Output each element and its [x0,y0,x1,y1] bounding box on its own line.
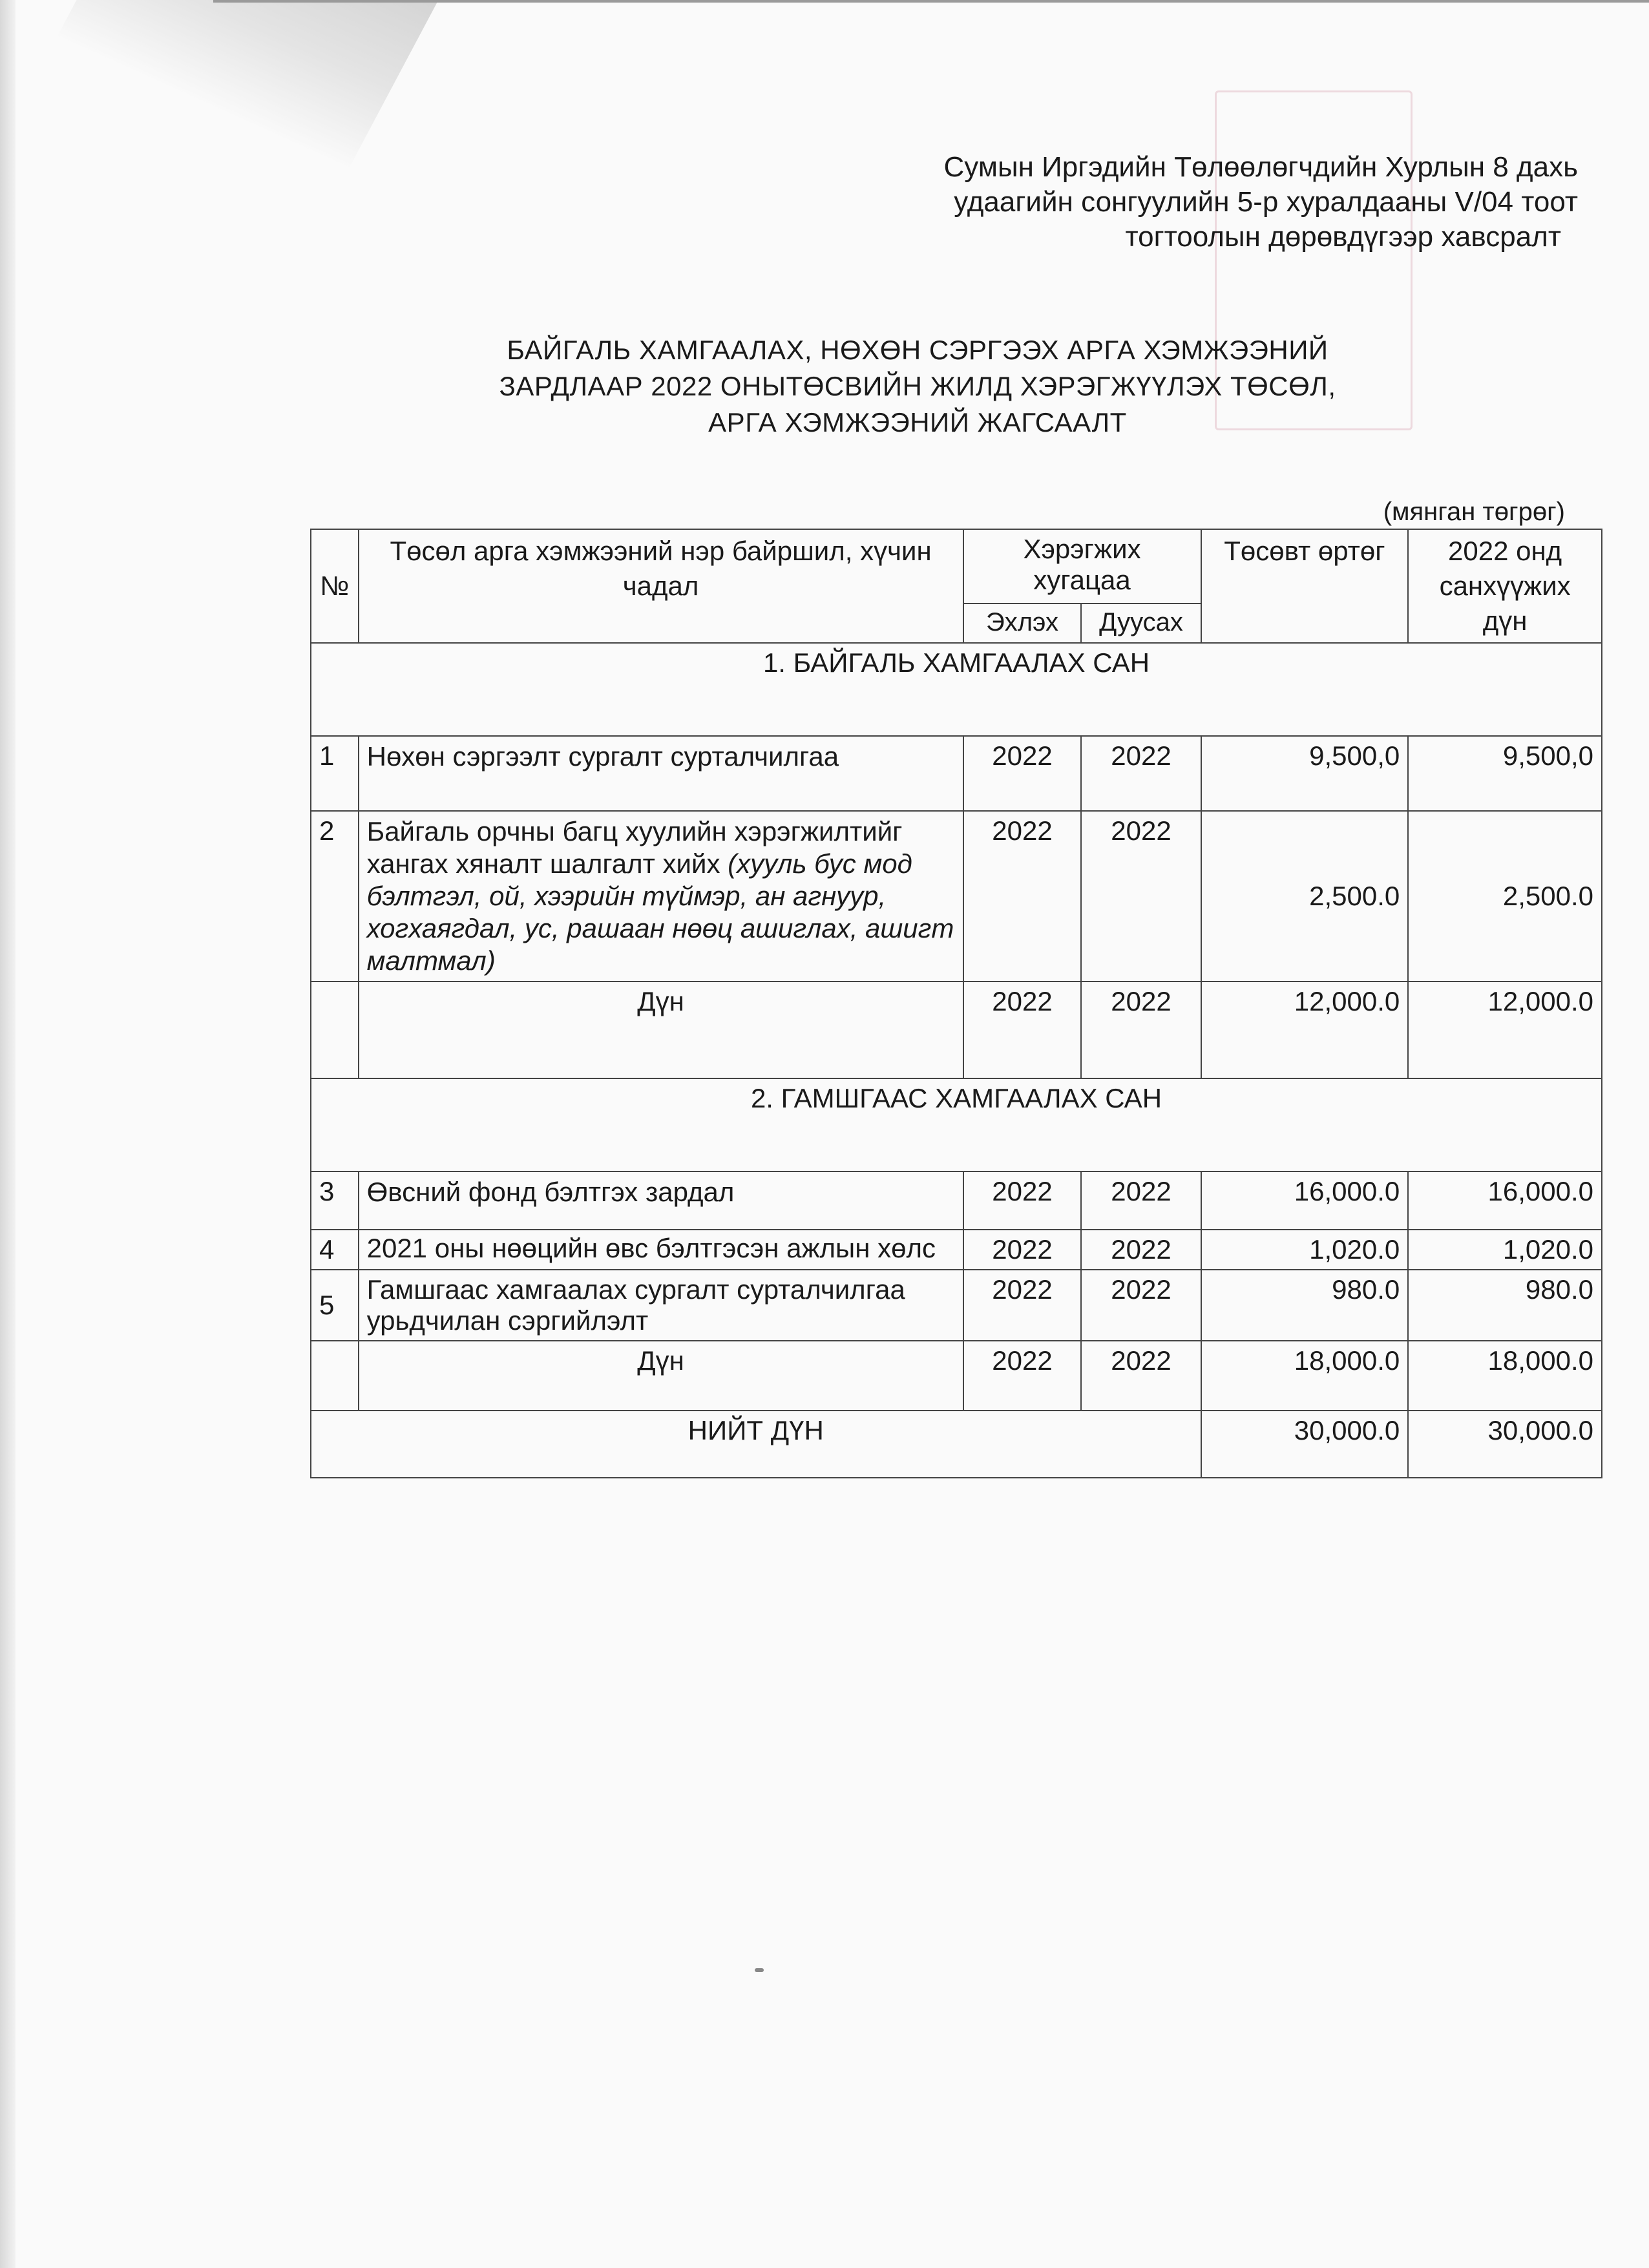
row-no: 4 [311,1230,359,1270]
header-end: Дуусах [1081,604,1201,643]
table-row [311,1171,1602,1230]
document-title-line-1: БАЙГАЛЬ ХАМГААЛАХ, НӨХӨН СЭРГЭЭХ АРГА ХЭМЖЭЭНИЙ [507,335,1329,365]
header-row [311,529,1602,604]
section-title: 2. ГАМШГААС ХАМГААЛАХ САН [311,1078,1602,1171]
appendix-note [803,150,1578,255]
total-label: НИЙТ ДҮН [311,1411,1201,1478]
subtotal-fund: 18,000.0 [1408,1341,1602,1411]
scan-speck [755,1968,764,1972]
row-cost: 16,000.0 [1201,1171,1409,1230]
appendix-note-line-1: Сумын Иргэдийн Төлөөлөгчдийн Хурлын 8 дахь [943,151,1578,183]
row-end: 2022 [1081,1270,1201,1341]
document-title-line-2: ЗАРДЛААР 2022 ОНЫТӨСВИЙН ЖИЛД ХЭРЭГЖҮҮЛЭХ ТӨСӨЛ, [499,371,1336,401]
row-fund: 980.0 [1408,1270,1602,1341]
row-no: 3 [311,1171,359,1230]
folded-corner-shadow [0,0,452,168]
subtotal-row [311,982,1602,1078]
subtotal-end: 2022 [1081,982,1201,1078]
section-row [311,1078,1602,1171]
row-cost: 9,500,0 [1201,736,1409,811]
header-fund: 2022 онд санхүүжих дүн [1408,529,1602,643]
header-no: № [311,529,359,643]
total-row [311,1411,1602,1478]
subtotal-label: Дүн [359,982,963,1078]
subtotal-cost: 12,000.0 [1201,982,1409,1078]
section-row [311,643,1602,736]
subtotal-no [311,982,359,1078]
table-row [311,1270,1602,1341]
total-cost: 30,000.0 [1201,1411,1409,1478]
row-name-text: Нөхөн сэргээлт сургалт сурталчилгаа [366,741,839,772]
row-no: 2 [311,811,359,982]
row-name [359,1171,963,1230]
row-name [359,811,963,982]
row-end: 2022 [1081,1230,1201,1270]
section-title: 1. БАЙГАЛЬ ХАМГААЛАХ САН [311,643,1602,736]
row-name [359,1270,963,1341]
header-cost: Төсөвт өртөг [1201,529,1409,643]
row-cost: 2,500.0 [1201,811,1409,982]
document-title [362,332,1473,441]
header-name: Төсөл арга хэмжээний нэр байршил, хүчин чадал [359,529,963,643]
unit-note: (мянган төгрөг) [1383,498,1565,526]
row-fund: 9,500,0 [1408,736,1602,811]
total-fund: 30,000.0 [1408,1411,1602,1478]
table-row [311,1230,1602,1270]
subtotal-no [311,1341,359,1411]
subtotal-fund: 12,000.0 [1408,982,1602,1078]
row-end: 2022 [1081,1171,1201,1230]
subtotal-start: 2022 [963,982,1082,1078]
row-start: 2022 [963,1230,1082,1270]
row-end: 2022 [1081,736,1201,811]
row-start: 2022 [963,736,1082,811]
appendix-note-line-3: тогтоолын дөрөвдүгээр хавсралт [1125,221,1561,253]
budget-table [310,529,1602,1478]
row-name-text: Байгаль орчны багц хуулийн хэрэгжилтийг хангах хяналт шалгалт хийх [366,816,903,879]
scan-edge [0,0,16,2268]
row-name-text: 2021 оны нөөцийн өвс бэлтгэсэн ажлын хөлс [366,1233,936,1263]
scan-top-line [213,0,1649,3]
row-cost: 1,020.0 [1201,1230,1409,1270]
row-no: 1 [311,736,359,811]
row-name-italic: (хууль бус мод бэлтгэл, ой, хээрийн түймэр, ан агнуур, хогхаягдал, ус, рашаан нөөц ашиглах, ашигт малтмал) [366,848,954,976]
row-cost: 980.0 [1201,1270,1409,1341]
row-fund: 2,500.0 [1408,811,1602,982]
row-name [359,736,963,811]
row-no: 5 [311,1270,359,1341]
row-start: 2022 [963,1270,1082,1341]
appendix-note-line-2: удаагийн сонгуулийн 5-р хуралдааны V/04 тоот [954,186,1578,218]
row-name [359,1230,963,1270]
subtotal-label: Дүн [359,1341,963,1411]
header-period: Хэрэгжих хугацаа [963,529,1201,604]
subtotal-end: 2022 [1081,1341,1201,1411]
row-fund: 1,020.0 [1408,1230,1602,1270]
table-row [311,736,1602,811]
document-title-line-3: АРГА ХЭМЖЭЭНИЙ ЖАГСААЛТ [708,407,1127,437]
table-row [311,811,1602,982]
row-end: 2022 [1081,811,1201,982]
subtotal-start: 2022 [963,1341,1082,1411]
row-name-text: Өвсний фонд бэлтгэх зардал [366,1177,735,1207]
header-start: Эхлэх [963,604,1082,643]
subtotal-row [311,1341,1602,1411]
row-start: 2022 [963,811,1082,982]
row-start: 2022 [963,1171,1082,1230]
subtotal-cost: 18,000.0 [1201,1341,1409,1411]
row-fund: 16,000.0 [1408,1171,1602,1230]
row-name-text: Гамшгаас хамгаалах сургалт сурталчилгаа урьдчилан сэргийлэлт [366,1274,905,1336]
